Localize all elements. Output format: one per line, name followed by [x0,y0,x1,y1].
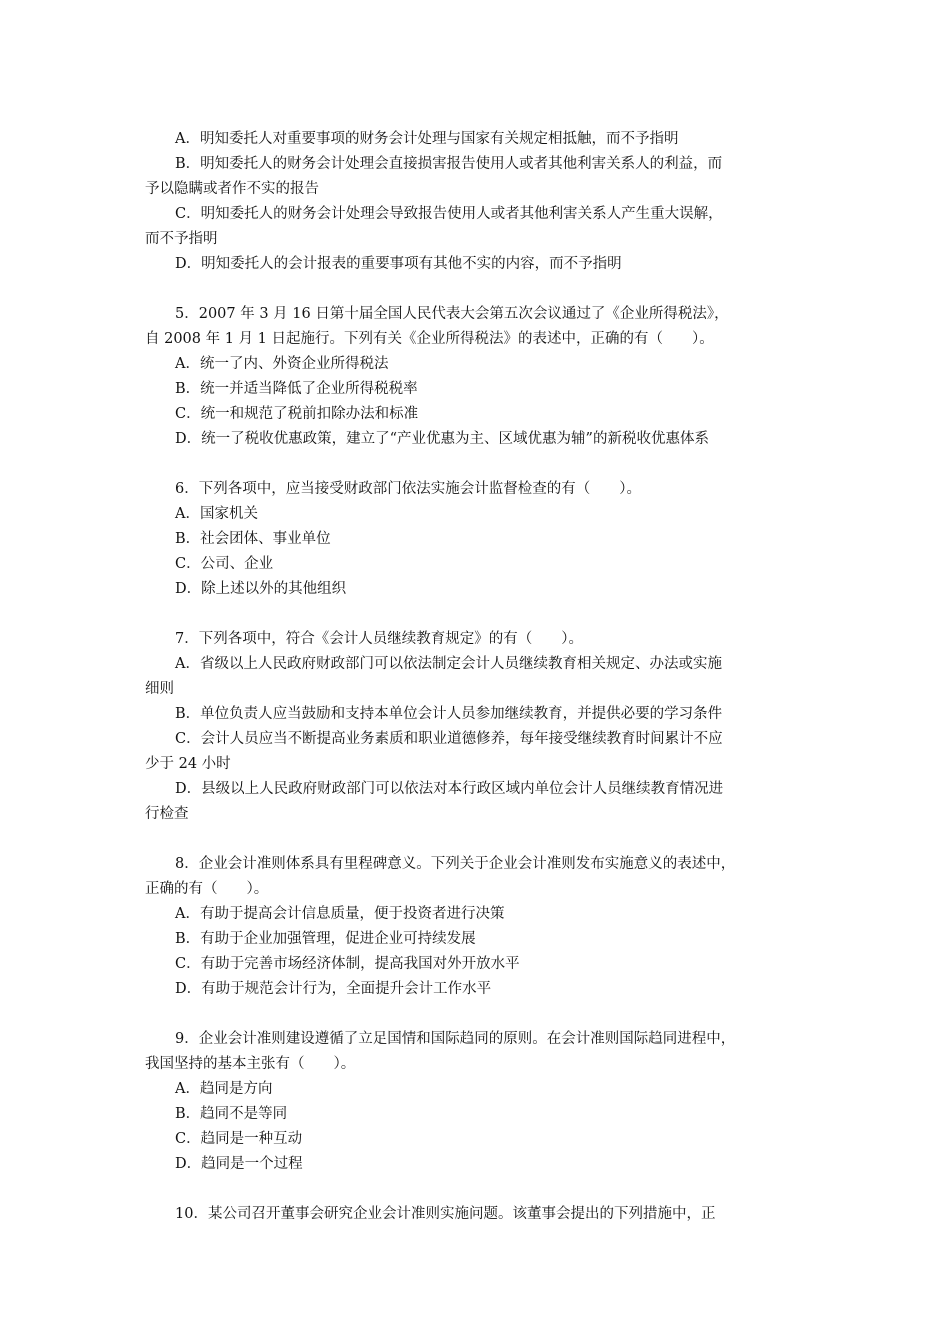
option-d-q9: D．趋同是一个过程 [175,1156,303,1172]
option-b-q8: B．有助于企业加强管理，促进企业可持续发展 [175,931,476,947]
option-c-q5: C．统一和规范了税前扣除办法和标准 [175,406,419,422]
option-c-q4: C．明知委托人的财务会计处理会导致报告使用人或者其他利害关系人产生重大误解， [175,206,723,222]
option-d-q8: D．有助于规范会计行为，全面提升会计工作水平 [175,981,492,997]
option-d-q7-cont: 行检查 [145,806,189,822]
option-d-q6: D．除上述以外的其他组织 [175,581,347,597]
option-a-q7-cont: 细则 [145,681,174,697]
option-b-q5: B．统一并适当降低了企业所得税税率 [175,381,418,397]
option-b-q6: B．社会团体、事业单位 [175,531,331,547]
question-8: 8．企业会计准则体系具有里程碑意义。下列关于企业会计准则发布实施意义的表述中， [175,856,736,872]
option-b-q7: B．单位负责人应当鼓励和支持本单位会计人员参加继续教育，并提供必要的学习条件 [175,706,723,722]
option-a-q5: A．统一了内、外资企业所得税法 [175,356,389,372]
question-9-cont: 我国坚持的基本主张有（ ）。 [145,1056,356,1072]
question-10: 10．某公司召开董事会研究企业会计准则实施问题。该董事会提出的下列措施中，正 [175,1206,716,1222]
option-c-q8: C．有助于完善市场经济体制，提高我国对外开放水平 [175,956,520,972]
option-b-q4: B．明知委托人的财务会计处理会直接损害报告使用人或者其他利害关系人的利益，而 [175,156,723,172]
option-a-q7: A．省级以上人民政府财政部门可以依法制定会计人员继续教育相关规定、办法或实施 [175,656,722,672]
question-7: 7．下列各项中，符合《会计人员继续教育规定》的有（ ）。 [175,631,583,647]
option-a-q9: A．趋同是方向 [175,1081,273,1097]
question-9: 9．企业会计准则建设遵循了立足国情和国际趋同的原则。在会计准则国际趋同进程中， [175,1031,736,1047]
option-d-q5: D．统一了税收优惠政策，建立了“产业优惠为主、区域优惠为辅”的新税收优惠体系 [175,431,709,447]
question-5: 5．2007 年 3 月 16 日第十届全国人民代表大会第五次会议通过了《企业所得税法》， [175,306,729,322]
option-c-q7: C．会计人员应当不断提高业务素质和职业道德修养，每年接受继续教育时间累计不应 [175,731,723,747]
option-d-q4: D．明知委托人的会计报表的重要事项有其他不实的内容，而不予指明 [175,256,622,272]
question-5-cont: 自 2008 年 1 月 1 日起施行。下列有关《企业所得税法》的表述中，正确的有（ ）。 [145,331,714,347]
option-b-q4-cont: 予以隐瞒或者作不实的报告 [145,181,319,197]
option-c-q9: C．趋同是一种互动 [175,1131,303,1147]
question-8-cont: 正确的有（ ）。 [145,881,269,897]
option-c-q6: C．公司、企业 [175,556,274,572]
option-a-q4: A．明知委托人对重要事项的财务会计处理与国家有关规定相抵触，而不予指明 [175,131,679,147]
document-body [145,127,810,1227]
option-a-q6: A．国家机关 [175,506,258,522]
question-6: 6．下列各项中，应当接受财政部门依法实施会计监督检查的有（ ）。 [175,481,641,497]
option-c-q7-cont: 少于 24 小时 [145,756,231,772]
option-a-q8: A．有助于提高会计信息质量，便于投资者进行决策 [175,906,505,922]
option-c-q4-cont: 而不予指明 [145,231,218,247]
option-d-q7: D．县级以上人民政府财政部门可以依法对本行政区域内单位会计人员继续教育情况进 [175,781,724,797]
option-b-q9: B．趋同不是等同 [175,1106,288,1122]
